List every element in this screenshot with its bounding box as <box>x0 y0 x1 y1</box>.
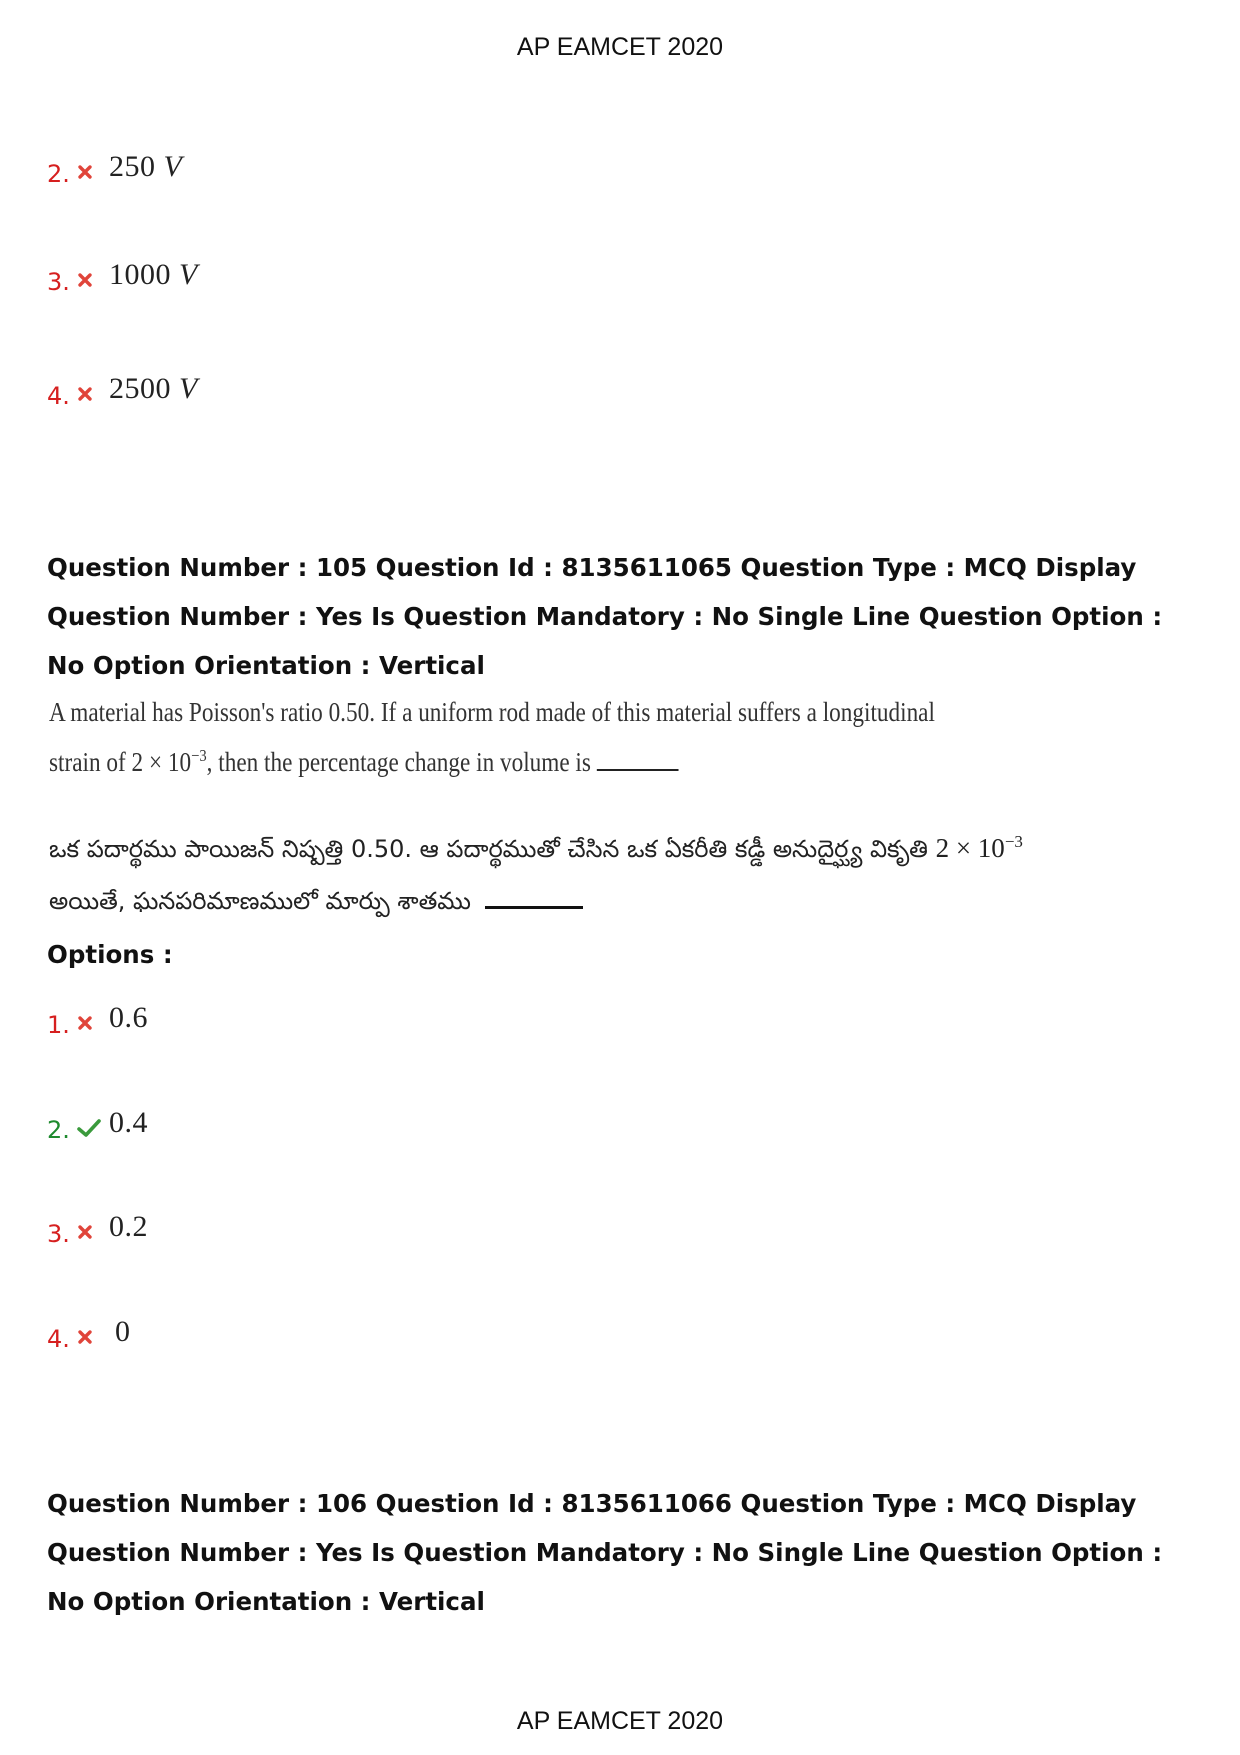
question-105-header: Question Number : 105 Question Id : 8135611065 Question Type : MCQ Display Question Number : Yes Is Question Mandatory : No Single Line Question Option : No Option Orientation : Vertical <box>47 553 1163 680</box>
options-label: Options : <box>47 940 173 969</box>
question-105-english-text <box>49 690 935 784</box>
answer-blank <box>597 747 679 771</box>
option-value: 0.4 <box>109 1106 148 1139</box>
telugu-line-2: అయితే, ఘనపరిమాణములో మార్పు శాతము <box>49 875 1009 927</box>
option-3 <box>47 1202 148 1252</box>
cross-icon <box>77 1329 107 1345</box>
option-1 <box>47 993 148 1043</box>
page-footer: AP EAMCET 2020 <box>516 1707 724 1735</box>
option-number: 1. <box>47 1011 70 1039</box>
prev-option-4 <box>47 364 198 414</box>
option-number: 4. <box>47 382 70 410</box>
option-number: 3. <box>47 268 70 296</box>
cross-icon <box>77 272 107 288</box>
option-number: 4. <box>47 1325 70 1353</box>
english-line-1: A material has Poisson's ratio 0.50. If a uniform rod made of this material suffers a longitudinal <box>49 697 935 727</box>
cross-icon <box>77 164 107 180</box>
option-value: 0.2 <box>109 1210 148 1243</box>
option-value: 0 <box>115 1315 131 1348</box>
prev-option-3 <box>47 250 198 300</box>
option-value: 2500 V <box>109 372 198 405</box>
option-value: 1000 V <box>109 258 198 291</box>
prev-option-2 <box>47 142 182 192</box>
question-106-header: Question Number : 106 Question Id : 8135611066 Question Type : MCQ Display Question Number : Yes Is Question Mandatory : No Single Line Question Option : No Option Orientation : Vertical <box>47 1489 1163 1616</box>
question-105-telugu-text <box>49 816 1023 927</box>
option-number: 2. <box>47 160 70 188</box>
english-line-2: strain of $2 \times 10^{-3}$, then the percentage change in volume is <box>49 734 823 784</box>
cross-icon <box>77 386 107 402</box>
check-icon <box>77 1118 107 1138</box>
answer-blank <box>485 886 583 909</box>
option-2 <box>47 1098 148 1148</box>
telugu-line-1: ఒక పదార్థము పాయిజన్ నిష్పత్తి 0.50. ఆ పదార్థముతో చేసిన ఒక ఏకరీతి కడ్డీ అనుదైర్ఘ్య వికృతి $2 \times 10^{-3}$ <box>49 832 1023 863</box>
option-4 <box>47 1307 131 1357</box>
option-value: 250 V <box>109 150 183 183</box>
option-number: 2. <box>47 1116 70 1144</box>
page-header: AP EAMCET 2020 <box>516 33 724 61</box>
cross-icon <box>77 1015 107 1031</box>
option-number: 3. <box>47 1220 70 1248</box>
cross-icon <box>77 1224 107 1240</box>
option-value: 0.6 <box>109 1001 148 1034</box>
